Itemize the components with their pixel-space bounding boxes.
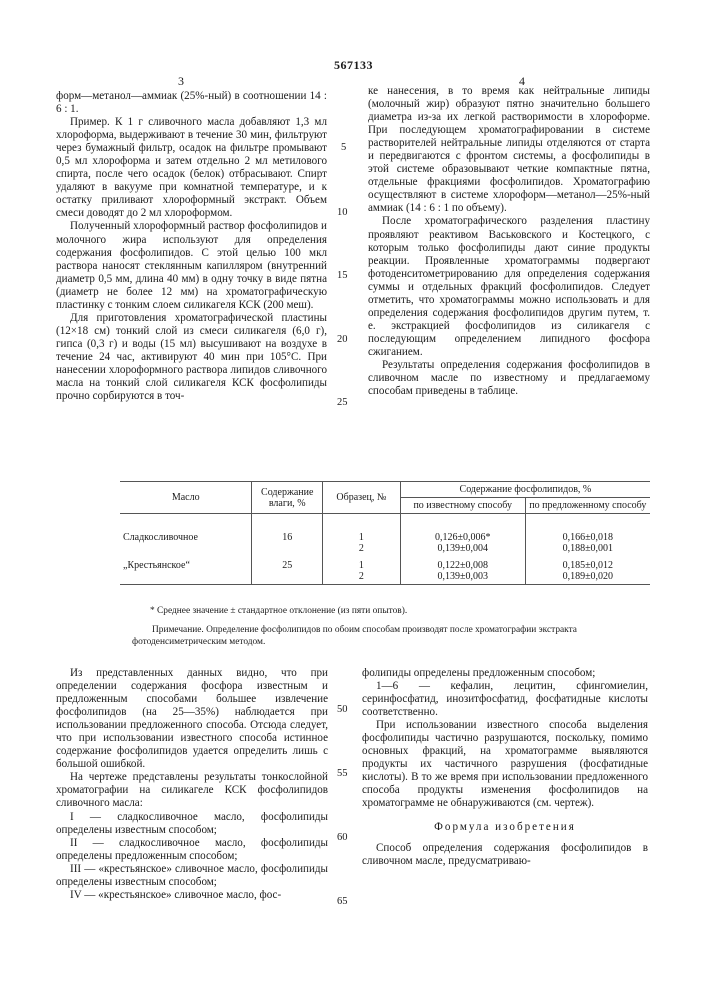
cell-known	[400, 514, 525, 557]
patent-number: 567133	[334, 58, 373, 72]
line-number: 50	[337, 704, 348, 715]
value: 0,185±0,012	[562, 560, 614, 571]
page-number-left: 3	[178, 74, 184, 88]
paragraph: ке нанесения, в то время как нейтральные липиды (молочный жир) образуют пятно значительно большего диаметра из-за их легкой растворимости в хлороформе. При последующем хроматографировании в системе растворителей нейтральные липиды отделяются от старта и передвигаются с фронтом системы, а фосфолипиды в этой системе образовывают четкие компактные пятна, отдельные фракциями фосфолипидов. Хроматографию осуществляют в системе хлороформ—метанол—25%-ный аммиак (14 : 6 : 1 по объему).	[368, 85, 650, 215]
paragraph: Результаты определения содержания фосфолипидов в сливочном масле по известному и предлагаемому способам приведены в таблице.	[368, 358, 650, 398]
line-number: 55	[337, 768, 348, 779]
cell-sample	[323, 556, 401, 585]
paragraph: I — сладкосливочное масло, фосфолипиды определены известным способом;	[56, 810, 328, 836]
paragraph: III — «крестьянское» сливочное масло, фосфолипиды определены известным способом;	[56, 862, 328, 888]
header-content: Содержание фосфолипидов, %	[400, 482, 650, 498]
cell-oil: Сладкосливочное	[123, 532, 198, 543]
cell-oil: „Крестьянское“	[120, 556, 252, 585]
right-column-top	[368, 85, 650, 398]
value: 0,139±0,003	[437, 571, 488, 582]
table-footnote: * Среднее значение ± стандартное отклонение (из пяти опытов).	[150, 606, 408, 616]
left-column-bottom	[56, 667, 328, 902]
paragraph: При использовании известного способа выделения фосфолипиды частично разрушаются, поскольку, помимо основных фракций, на хроматограмме выявляются продукты их частичного разрушения (фосфатидные кислоты). В то же время при использовании предложенного способа продукты изменения фосфолипидов на хроматограмме не обнаруживаются (см. чертеж).	[362, 719, 648, 810]
cell-proposed	[525, 556, 650, 585]
table-note: Примечание. Определение фосфолипидов по обоим способам производят после хроматографии экстракта фотоденсиметрическим методом.	[132, 625, 577, 647]
line-number: 25	[337, 397, 348, 408]
results-table	[120, 481, 650, 585]
table-row	[120, 514, 650, 557]
value: 0,122±0,008	[437, 560, 488, 571]
value: 0,188±0,001	[562, 543, 614, 554]
right-column-bottom	[362, 667, 648, 868]
paragraph: На чертеже представлены результаты тонкослойной хроматографии на силикагеле КСК фосфолипидов сливочного масла:	[56, 771, 328, 810]
page-number-right: 4	[519, 74, 525, 88]
left-column-top	[56, 90, 327, 403]
paragraph: Для приготовления хроматографической пластины (12×18 см) тонкий слой из смеси силикагеля (6,0 г), гипса (0,3 г) и воды (15 мл) высушивают на воздухе в течение 24 час, активируют 40 мин при 105°C. При нанесении хлороформного раствора липидов сливочного масла на тонкий слой силикагеля КСК фосфолипиды прочно сорбируются в точ-	[56, 311, 327, 403]
sample-number: 1	[358, 560, 364, 571]
paragraph: Из представленных данных видно, что при определении содержания фосфора известным и предложенным способами большее извлечение фосфолипидов (на 25—35%) наблюдается при использовании предложенного способа. Отсюда следует, что при использовании известного способа истинное содержание фосфолипидов удается определить лишь с большой ошибкой.	[56, 667, 328, 771]
paragraph: фолипиды определены предложенным способом;	[362, 667, 596, 679]
paragraph: 1—6 — кефалин, лецитин, сфингомиелин, серинфосфатид, инозитфосфатид, фосфатидные кислоты соответственно.	[362, 680, 648, 719]
formula-heading: Формула изобретения	[434, 820, 576, 833]
cell-moisture: 25	[252, 556, 323, 585]
paragraph: Полученный хлороформный раствор фосфолипидов и молочного жира используют для определения содержания фосфолипидов. С этой целью 100 мкл раствора наносят стеклянным капилляром (внутренний диаметр 0,5 мм, длина 40 мм) в одну точку в виде пятна (диаметр не более 12 мм) на хроматографическую пластинку с тонким слоем силикагеля КСК (200 меш).	[56, 220, 327, 311]
header-proposed: по предложенному способу	[525, 498, 650, 514]
sample-number: 1	[358, 532, 364, 543]
paragraph: После хроматографического разделения пластину проявляют реактивом Васьковского и Костецкого, с которым только фосфолипиды дают синие продукты реакции. Проявленные хроматограммы подвергают фотоденситометрированию для определения содержания суммы и отдельных фракций фосфолипидов. Следует отметить, что хроматограммы можно использовать и для определения содержания фосфолипидов другим путем, т. е. экстракцией фосфолипидов из силикагеля с последующим определением липидного фосфора сжиганием.	[368, 215, 650, 358]
header-oil: Масло	[120, 482, 252, 514]
value: 0,189±0,020	[562, 571, 614, 582]
value: 0,126±0,006*	[434, 532, 491, 543]
value: 0,166±0,018	[562, 532, 614, 543]
sample-number: 2	[358, 543, 364, 554]
table-row	[120, 556, 650, 585]
paragraph: II — сладкосливочное масло, фосфолипиды определены предложенным способом;	[56, 836, 328, 862]
header-moisture: Содержание влаги, %	[252, 482, 323, 514]
line-number: 65	[337, 896, 348, 907]
line-number: 60	[337, 832, 348, 843]
line-number: 10	[337, 207, 348, 218]
paragraph: Пример. К 1 г сливочного масла добавляют 1,3 мл хлороформа, выдерживают в течение 30 мин, фильтруют через бумажный фильтр, осадок на фильтре промывают 0,5 мл хлороформа и затем отдельно 2 мл метилового спирта, после чего осадок (белок) отбрасывают. Спирт удаляют в вакууме при комнатной температуре, и к остатку приливают хлороформный экстракт. Объем смеси доводят до 2 мл хлороформом.	[56, 116, 327, 220]
paragraph: IV — «крестьянское» сливочное масло, фос-	[70, 888, 282, 901]
formula-text: Способ определения содержания фосфолипидов в сливочном масле, предусматриваю-	[362, 841, 648, 867]
cell-proposed	[525, 514, 650, 557]
sample-number: 2	[358, 571, 364, 582]
cell-moisture: 16	[252, 514, 323, 557]
line-number: 20	[337, 334, 348, 345]
line-number: 5	[341, 142, 347, 153]
cell-sample	[323, 514, 401, 557]
paragraph: форм—метанол—аммиак (25%-ный) в соотношении 14 : 6 : 1.	[56, 90, 327, 116]
line-number: 15	[337, 270, 348, 281]
value: 0,139±0,004	[437, 543, 488, 554]
header-sample: Образец, №	[323, 482, 401, 514]
header-known: по известному способу	[400, 498, 525, 514]
cell-known	[400, 556, 525, 585]
